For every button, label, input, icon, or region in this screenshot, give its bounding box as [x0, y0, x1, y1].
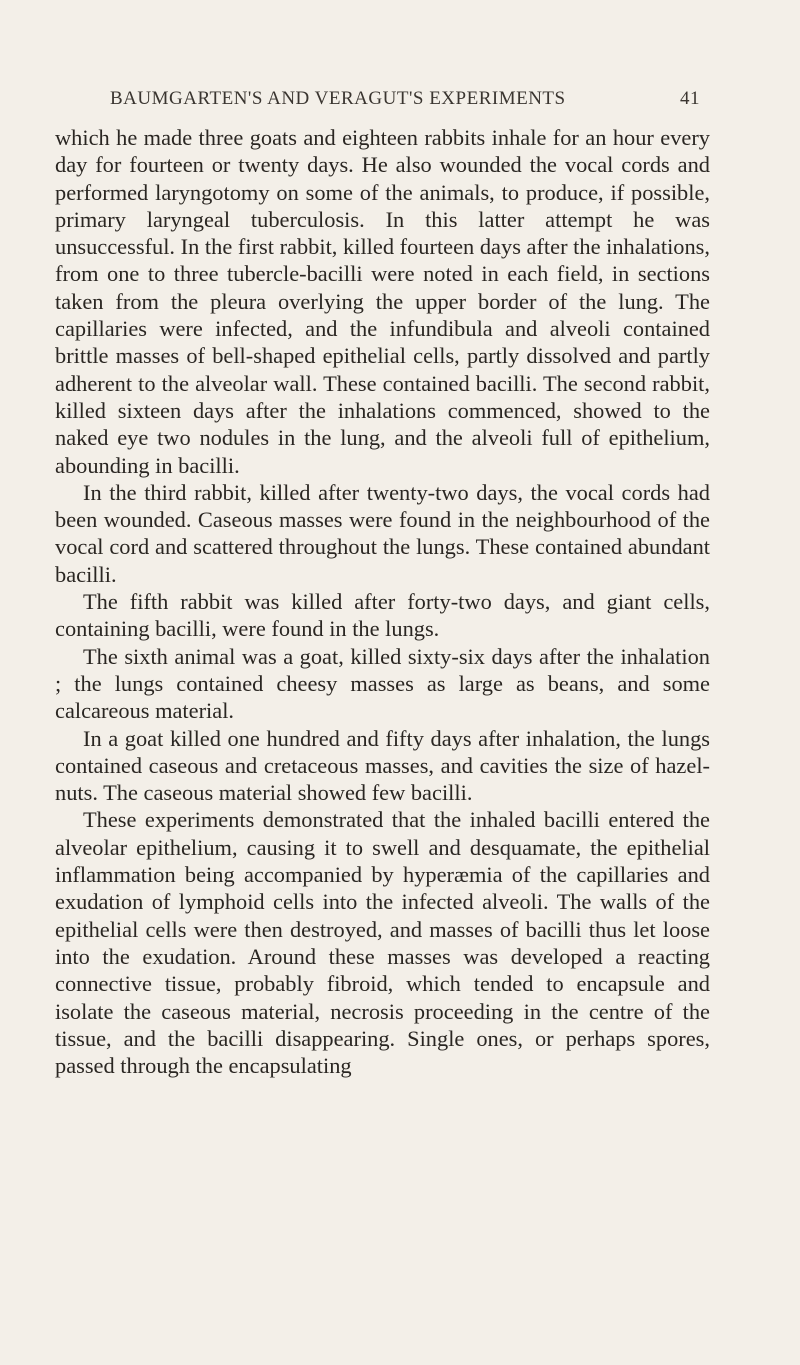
running-head-title: BAUMGARTEN'S AND VERAGUT'S EXPERIMENTS — [110, 88, 566, 109]
paragraph-continued: which he made three goats and eighteen rabbits inhale for an hour every day for fourteen or twenty days. He also wounded the vocal cords and performed laryngotomy on some of the animals, to produce, if possible, primary laryngeal tuberculosis. In this latter attempt he was unsuccessful. In the first rabbit, killed fourteen days after the inhalations, from one to three tubercle-bacilli were noted in each field, in sections taken from the pleura overlying the upper border of the lung. The capillaries were infected, and the infundibula and alveoli contained brittle masses of bell-shaped epithelial cells, partly dissolved and partly adherent to the alveolar wall. These contained bacilli. The second rabbit, killed sixteen days after the inhalations commenced, showed to the naked eye two nodules in the lung, and the alveoli full of epithelium, abounding in bacilli. — [55, 125, 710, 478]
paragraph-goat: In a goat killed one hundred and fifty days after inhalation, the lungs contained caseous and cretaceous masses, and cavities the size of hazel-nuts. The caseous material showed few bacilli. — [55, 725, 710, 806]
paragraph-third-rabbit: In the third rabbit, killed after twenty-two days, the vocal cords had been wounded. Caseous masses were found in the neighbourhood of the vocal cord and scattered throughout the lungs. These contained abundant bacilli. — [55, 479, 710, 587]
paragraph-conclusions: These experiments demonstrated that the inhaled bacilli entered the alveolar epithelium, causing it to swell and desquamate, the epithelial inflammation being accompanied by hyperæmia of the capillaries and exudation of lymphoid cells into the infected alveoli. The walls of the epithelial cells were then destroyed, and masses of bacilli thus let loose into the exudation. Around these masses was developed a reacting connective tissue, probably fibroid, which tended to encapsule and isolate the caseous material, necrosis proceeding in the centre of the tissue, and the bacilli disappearing. Single ones, or perhaps spores, passed through the encapsulating — [55, 807, 710, 1079]
running-head — [110, 88, 700, 112]
paragraph-sixth-animal: The sixth animal was a goat, killed sixty-six days after the inhalation ; the lungs contained cheesy masses as large as beans, and some calcareous material. — [55, 643, 710, 724]
body-text — [55, 124, 710, 1079]
page-number: 41 — [680, 88, 700, 109]
paragraph-fifth-rabbit: The fifth rabbit was killed after forty-two days, and giant cells, containing bacilli, were found in the lungs. — [55, 589, 710, 642]
